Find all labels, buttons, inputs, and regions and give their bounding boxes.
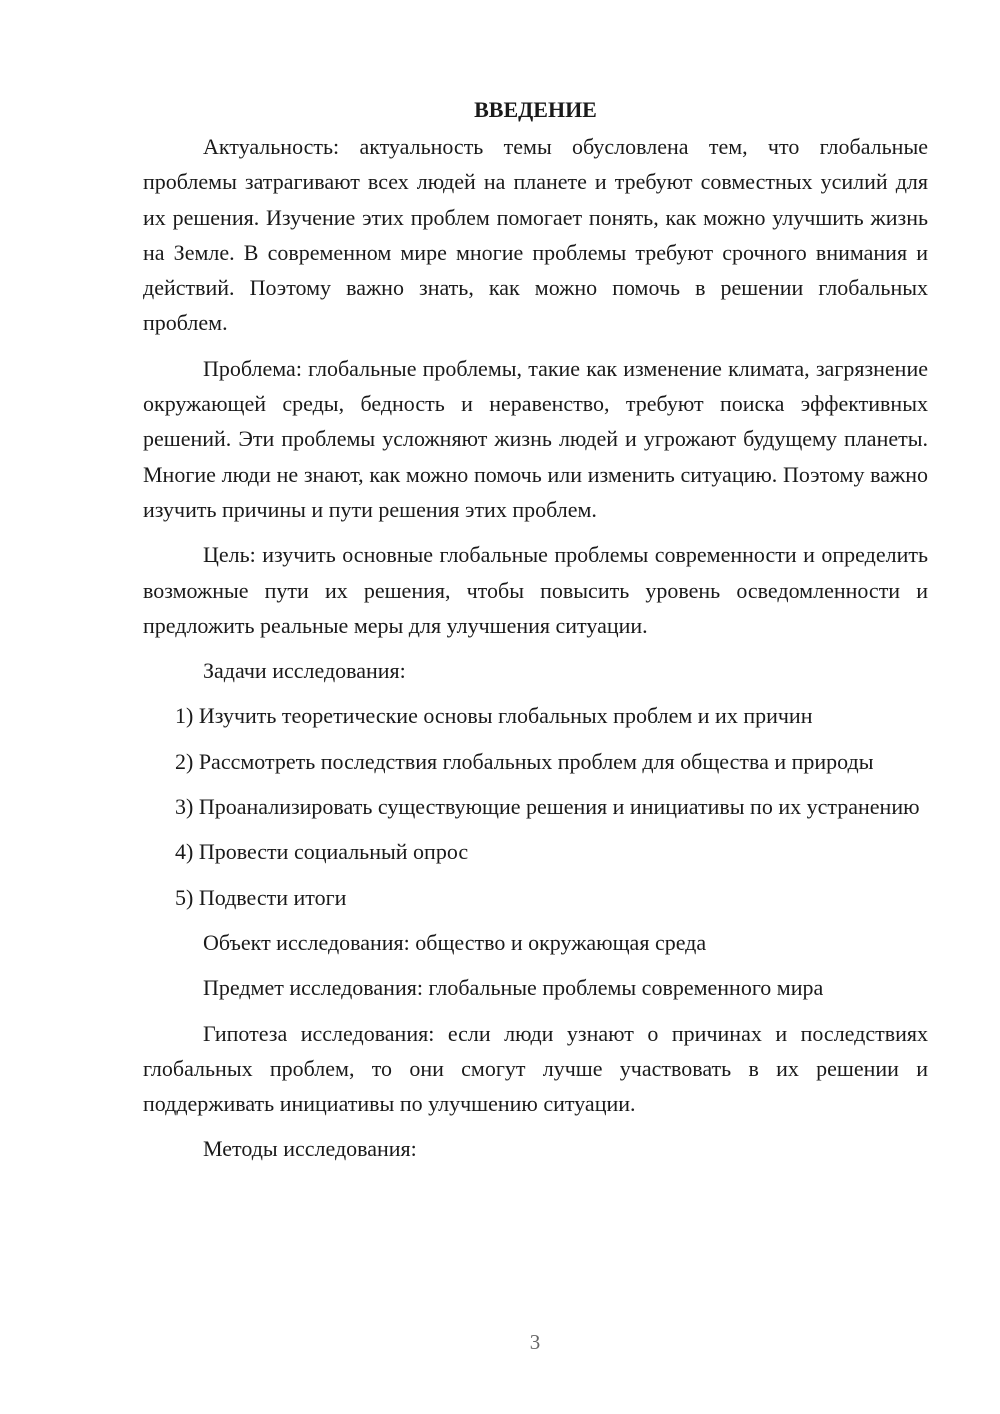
paragraph-subject: Предмет исследования: глобальные проблемы современного мира (203, 975, 824, 1001)
paragraph-problem: Проблема: глобальные проблемы, такие как изменение климата, загрязнение окружающей среды, бедность и неравенство, требуют поиска эффективных решений. Эти проблемы усложняют жизнь людей и угрожают будущему планеты. Многие люди не знают, как можно помочь или изменить ситуацию. Поэтому важно изучить причины и пути решения этих проблем. (143, 355, 928, 522)
task-item: 1) Изучить теоретические основы глобальных проблем и их причин (175, 703, 813, 729)
task-item: 3) Проанализировать существующие решения и инициативы по их устранению (175, 794, 920, 820)
section-title: ВВЕДЕНИЕ (474, 97, 597, 122)
page-number: 3 (529, 1330, 541, 1354)
task-item: 5) Подвести итоги (175, 884, 347, 910)
paragraph-goal: Цель: изучить основные глобальные проблемы современности и определить возможные пути их решения, чтобы повысить уровень осведомленности и предложить реальные меры для улучшения ситуации. (143, 542, 928, 638)
page-content (143, 92, 928, 1177)
paragraph-hypothesis: Гипотеза исследования: если люди узнают о причинах и последствиях глобальных проблем, то они смогут лучше участвовать в их решении и поддерживать инициативы по улучшению ситуации. (143, 1020, 928, 1117)
task-item: 2) Рассмотреть последствия глобальных проблем для общества и природы (175, 748, 874, 774)
paragraph-tasks-heading: Задачи исследования: (203, 658, 406, 684)
paragraph-methods-heading: Методы исследования: (203, 1136, 417, 1162)
paragraph-object: Объект исследования: общество и окружающая среда (203, 929, 707, 955)
paragraph-relevance: Актуальность: актуальность темы обусловлена тем, что глобальные проблемы затрагивают всех людей на планете и требуют совместных усилий для их решения. Изучение этих проблем помогает понять, как можно улучшить жизнь на Земле. В современном мире многие проблемы требуют срочного внимания и действий. Поэтому важно знать, как можно помочь в решении глобальных проблем. (143, 134, 928, 336)
task-item: 4) Провести социальный опрос (175, 839, 469, 865)
